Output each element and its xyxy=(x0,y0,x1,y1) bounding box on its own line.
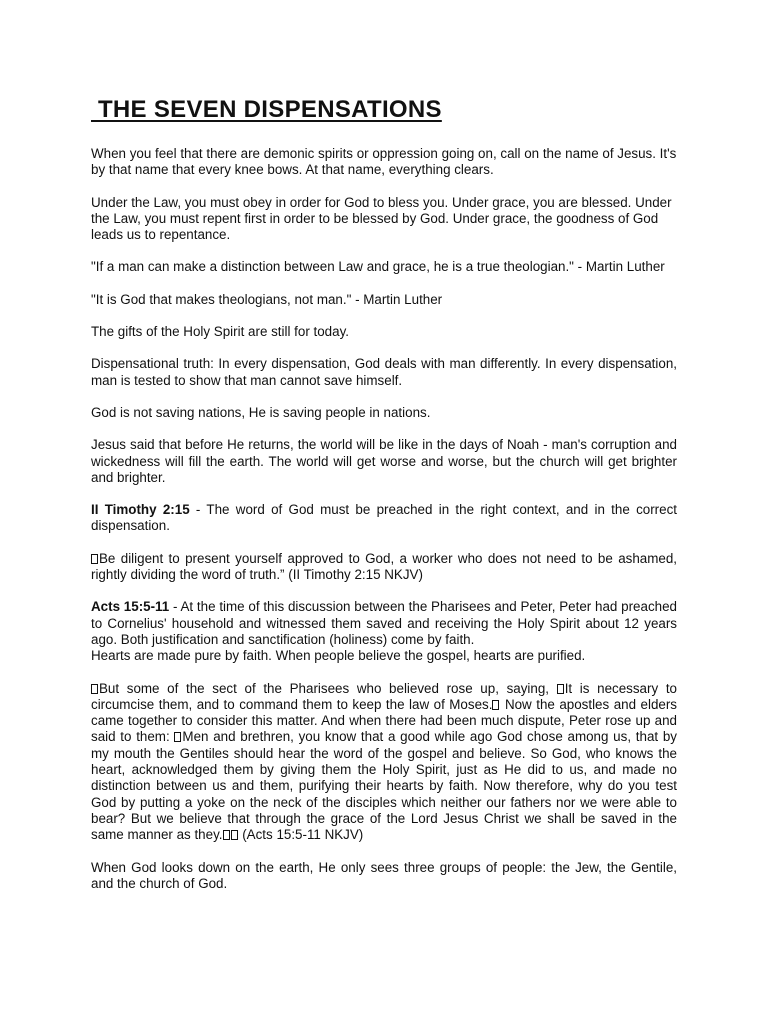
quote-text: Now the apostles and elders came together to consider this matter. And when there had been much dispute, Peter rose up and said to them: xyxy=(91,696,677,745)
paragraph-days-of-noah: Jesus said that before He returns, the world will be like in the days of Noah - man's corruption and wickedness will fill the earth. The world will get worse and worse, but the church will get brighter and brighter. xyxy=(91,437,677,485)
paragraph-saving-nations: God is not saving nations, He is saving people in nations. xyxy=(91,404,431,420)
quote-luther-theologians: "It is God that makes theologians, not man." - Martin Luther xyxy=(91,291,443,307)
quote-timothy xyxy=(91,551,677,584)
missing-glyph-icon xyxy=(174,732,181,742)
missing-glyph-icon xyxy=(91,554,98,564)
paragraph-text-line2: Hearts are made pure by faith. When people believe the gospel, hearts are purified. xyxy=(91,648,586,664)
paragraph-law-and-grace: Under the Law, you must obey in order for God to bless you. Under grace, you are blessed. Under the Law, you must repent first in order to be blessed by God. Under grace, the goodness of God leads us to repentance. xyxy=(91,194,672,243)
paragraph-dispensational-truth: Dispensational truth: In every dispensation, God deals with man differently. In every dispensation, man is tested to show that man cannot save himself. xyxy=(91,356,677,388)
paragraph-three-groups: When God looks down on the earth, He only sees three groups of people: the Jew, the Gentile, and the church of God. xyxy=(91,859,677,891)
scripture-reference: II Timothy 2:15 xyxy=(91,502,190,518)
quote-text: It is necessary to circumcise them, and to command them to keep the law of Moses. xyxy=(91,680,677,712)
missing-glyph-icon xyxy=(557,684,564,694)
paragraph-gifts-of-spirit: The gifts of the Holy Spirit are still for today. xyxy=(91,324,349,340)
document-body xyxy=(91,146,677,908)
scripture-reference: Acts 15:5-11 xyxy=(91,599,170,615)
quote-text: But some of the sect of the Pharisees who believed rose up, saying, xyxy=(99,680,557,696)
paragraph-text: - At the time of this discussion between the Pharisees and Peter, Peter had preached to Cornelius' household and witnessed them saved and receiving the Holy Spirit about 12 years ago. Both justification and sanctification (holiness) come by faith. xyxy=(91,599,677,647)
paragraph-timothy xyxy=(91,502,677,535)
missing-glyph-icon xyxy=(91,684,98,694)
quote-luther-distinction: "If a man can make a distinction between Law and grace, he is a true theologian." - Martin Luther xyxy=(91,259,665,275)
quote-text: Be diligent to present yourself approved to God, a worker who does not need to be ashamed, rightly dividing the word of truth.” (II Timothy 2:15 NKJV) xyxy=(91,550,677,583)
missing-glyph-icon xyxy=(223,830,230,840)
paragraph-name-of-jesus: When you feel that there are demonic spirits or oppression going on, call on the name of Jesus. It's by that name that every knee bows. At that name, everything clears. xyxy=(91,146,677,178)
missing-glyph-icon xyxy=(231,830,238,840)
quote-acts xyxy=(91,681,677,844)
quote-citation: (Acts 15:5-11 NKJV) xyxy=(238,827,364,843)
missing-glyph-icon xyxy=(492,700,499,710)
page-title: THE SEVEN DISPENSATIONS xyxy=(91,96,442,123)
paragraph-text: - The word of God must be preached in the right context, and in the correct dispensation. xyxy=(91,502,677,534)
quote-text: Men and brethren, you know that a good while ago God chose among us, that by my mouth the Gentiles should hear the word of the gospel and believe. So God, who knows the heart, acknowledged them by giving them the Holy Spirit, just as He did to us, and made no distinction between us and them, purifying their hearts by faith. Now therefore, why do you test God by putting a yoke on the neck of the disciples which neither our fathers nor we were able to bear? But we believe that through the grace of the Lord Jesus Christ we shall be saved in the same manner as they. xyxy=(91,729,677,843)
paragraph-acts xyxy=(91,599,677,664)
